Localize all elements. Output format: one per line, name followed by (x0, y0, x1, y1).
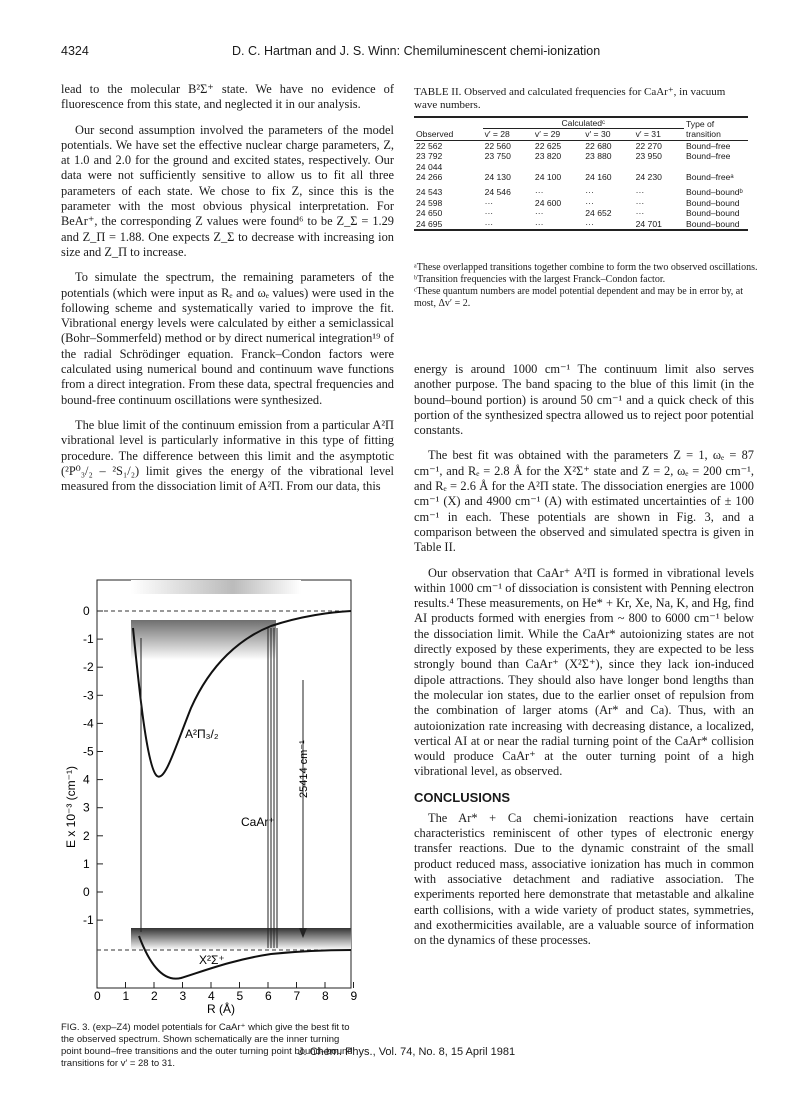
label-CaAr: CaAr⁺ (241, 815, 275, 829)
table-cell: 22 680 (583, 140, 633, 151)
table-cell: Bound–free (686, 151, 731, 162)
x-tick-labels (94, 982, 358, 1003)
table-cell: 24 230 (635, 172, 662, 183)
table-cell (483, 162, 533, 172)
running-title: D. C. Hartman and J. S. Winn: Chemiluminescent chemi-ionization (232, 44, 601, 58)
y-tick-label: -3 (83, 688, 94, 703)
table-row (414, 182, 748, 197)
right-paragraph-2: The best fit was obtained with the parameters Z = 1, ωₑ = 87 cm⁻¹, and Rₑ = 2.8 Å for the X²Σ⁺ state and Z = 2, ωₑ = 200 cm⁻¹, and Rₑ = 2.6 Å for the A²Π state. The dissociation energies are 1000 cm⁻¹ (X) and 4900 cm⁻¹ (A) with estimated uncertainties of ± 100 cm⁻¹ in each. These potentials are shown in Fig. 3, and a comparison between the observed and simulated spectra is given in Table II. (414, 448, 754, 555)
table-caption: TABLE II. Observed and calculated frequencies for CaAr⁺, in vacuum wave numbers. (414, 86, 726, 111)
table-cell (634, 162, 684, 172)
table-cell: ··· (585, 197, 594, 208)
left-paragraph-4: The blue limit of the continuum emission from a particular A²Π vibrational level is particularly informative in this type of fitting procedure. The difference between this limit and the asymptotic (²P⁰₃/₂ – ²S₁/₂) limit gives the energy of the vibrational level measured from the dissociation limit of A²Π. From our data, this (61, 417, 394, 494)
y-tick-label: 0 (83, 604, 90, 618)
label-X-state: X²Σ⁺ (199, 953, 225, 967)
table-cell: ··· (635, 208, 645, 219)
section-heading-conclusions: CONCLUSIONS (414, 789, 511, 805)
lower-shading (131, 928, 351, 950)
y-tick-label: -1 (83, 632, 94, 647)
frequency-table (414, 116, 748, 234)
table-cell: ··· (534, 187, 544, 198)
page-number: 4324 (61, 44, 89, 58)
table-header-observed: Observed (416, 129, 454, 140)
table-cell (684, 162, 748, 172)
y-tick-label: 1 (83, 856, 90, 871)
y-tick-label: -5 (83, 744, 94, 759)
table-body (414, 140, 748, 234)
table-cell: ··· (484, 218, 494, 229)
table-cell: 23 820 (534, 151, 562, 162)
right-column (414, 362, 754, 958)
table-cell: Bound–bound (686, 197, 740, 208)
y-tick-label: 0 (83, 885, 90, 899)
table-cell: ··· (484, 208, 494, 219)
y-tick-label: 3 (83, 800, 90, 815)
table-cell: ··· (635, 197, 645, 208)
table-header-v28: v′ = 28 (483, 129, 533, 140)
y-tick-label: 2 (83, 828, 90, 843)
table-cell: 24 160 (585, 172, 612, 183)
top-shading (131, 580, 301, 594)
table-cell: ··· (534, 208, 544, 219)
table-note-a: ᵃThese overlapped transitions together combine to form the two observed oscillations. (414, 262, 758, 273)
table-cell: 24 598 (416, 197, 443, 208)
table-cell (533, 162, 583, 172)
left-paragraph-3: To simulate the spectrum, the remaining parameters of the potentials (which were input as Rₑ and ωₑ values) were used in the following scheme and systematically varied to improve the fit. Vibrational energy levels were calculated by either a semiclassical (Bohr–Sommerfeld) method or by direct numerical integration¹⁹ of the radial Schrödinger equation. Franck–Condon factors were calculated using numerical bound and continuum wave functions from a direct integration. From these data, spectral frequencies and bound-free continuum oscillations were synthesized. (61, 270, 394, 407)
table-cell: 23 750 (484, 151, 511, 162)
y-tick-label: -4 (83, 716, 94, 731)
table-cell: Bound–free (684, 140, 748, 151)
x-tick-label: 3 (179, 989, 187, 1003)
table-row (414, 208, 748, 218)
table-row (414, 198, 748, 208)
left-paragraph-2: Our second assumption involved the parameters of the model potentials. We have set the effective nuclear charge parameters, Z, at 1.0 and 2.0 for the ground and excited states, respectively. Our data were not sufficiently sensitive to allow us to fit all three parameters of each state. We chose to fix Z, since this is the parameter with the most obvious physical interpretation. For BeAr⁺, the corresponding Z values were found⁶ to be Z_Σ = 1.29 and Z_Π = 1.88. One expects Z_Σ to decrease with increasing ion size and Z_Π to increase. (61, 122, 394, 259)
table-cell: 22 562 (414, 140, 483, 151)
table-cell: 24 044 (416, 161, 443, 172)
table-note-b: ᵇTransition frequencies with the largest Franck–Condon factor. (414, 274, 666, 285)
x-axis-label: R (Å) (207, 1002, 235, 1016)
table-cell: 24 701 (635, 218, 662, 229)
figure-caption: FIG. 3. (exp–Z4) model potentials for CaAr⁺ which give the best fit to the observed spectrum. Shown schematically are the inner turning point bound–free transitions and the outer turning point bound–bound transitions for v′ = 28 to 31. (61, 1022, 353, 1069)
table-cell: 24 266 (416, 172, 443, 183)
table-cell: 24 695 (416, 218, 443, 229)
table-cell: Bound–freeᵃ (686, 172, 734, 183)
table-row (414, 219, 748, 230)
y-tick-labels (83, 604, 103, 927)
right-paragraph-1: energy is around 1000 cm⁻¹ The continuum limit also serves another purpose. The band spacing to the blue of this limit (in the bound–bound portion) is around 50 cm⁻¹ and a quick check of this portion of the synthesized spectra allowed us to reject poor potential constants. (414, 362, 754, 438)
x-tick-label: 5 (236, 989, 244, 1003)
table-cell: 23 950 (635, 151, 662, 162)
table-cell: Bound–bound (686, 208, 740, 219)
table-cell: ··· (635, 187, 645, 198)
table-cell: 24 650 (416, 208, 443, 219)
left-paragraph-1: lead to the molecular B²Σ⁺ state. We have no evidence of fluorescence from this state, and neglected it in our analysis. (61, 82, 394, 112)
table-row (414, 162, 748, 172)
table-header-v31: v′ = 31 (634, 129, 684, 140)
right-paragraph-3: Our observation that CaAr⁺ A²Π is formed in vibrational levels within 1000 cm⁻¹ of dissociation is consistent with Penning electron results.⁴ These measurements, on He* + Kr, Xe, Na, K, and Hg, find AI products formed with energies from ~ 800 to 6000 cm⁻¹ below the dissociation limit. While the CaAr* autoionizing states are not directly exposed by these experiments, they are expected to be less strongly bound than CaAr⁺ (X²Σ⁺), since they lack ion-induced dipole attractions. They should also have longer bond lengths than the molecular ion states, due to the earlier onset of repulsion from the combination of larger atoms (Ar* and Ca). Thus, with an autoionization rate increasing with decreasing distance, a localized, vertical AI at or near the radial turning point of the CaAr* collision would produce CaAr⁺ at the outer turning point of a high vibrational level, as observed. (414, 565, 754, 779)
upper-shading (131, 620, 276, 660)
y-tick-label: -1 (83, 913, 94, 928)
x-tick-label: 2 (151, 989, 158, 1003)
table-cell: 23 880 (585, 151, 612, 162)
table-row (414, 140, 748, 151)
x-tick-label: 7 (293, 989, 301, 1003)
table-cell: ··· (585, 187, 594, 198)
table-cell: 24 543 (416, 187, 443, 198)
table-header-calculated: Calculatedᶜ (561, 118, 606, 128)
table-cell: 23 792 (416, 151, 443, 162)
table-cell: 24 130 (484, 172, 511, 183)
table-row (414, 172, 748, 182)
label-A-state: A²Π₃/₂ (185, 727, 219, 741)
table-cell: 24 600 (534, 197, 562, 208)
x-tick-label: 6 (265, 989, 272, 1003)
table-cell: ··· (534, 218, 544, 229)
table-header-v29: v′ = 29 (533, 129, 583, 140)
table-cell: 24 652 (585, 208, 612, 219)
page-footer: J. Chem. Phys., Vol. 74, No. 8, 15 April 1981 (298, 1046, 516, 1058)
table-cell: 24 546 (484, 187, 511, 198)
label-gap: 25414 cm⁻¹ (298, 740, 310, 798)
right-paragraph-4: The Ar* + Ca chemi-ionization reactions have certain characteristics reminiscent of other types of electronic energy transfer reactions. Due to the dynamic constraint of the small product reduced mass, associative ionization has much in common with associative detachment and radiative association. The experiments reported here demonstrate that metastable and alkaline earth collisions, with a wide variety of product states, symmetries, and exothermicities available, are a valuable source of information on the dynamics of these processes. (414, 810, 754, 948)
table-cell: Bound–bound (686, 218, 740, 229)
left-column (61, 82, 394, 504)
table-cell: 24 100 (534, 172, 562, 183)
y-axis-label: E x 10⁻³ (cm⁻¹) (64, 765, 78, 848)
table-cell: 22 625 (533, 140, 583, 151)
x-tick-label: 8 (322, 989, 329, 1003)
x-tick-label: 9 (350, 989, 358, 1003)
y-tick-label: -2 (83, 660, 94, 675)
table-header-v30: v′ = 30 (583, 129, 633, 140)
table-row (414, 151, 748, 161)
x-tick-label: 1 (122, 989, 130, 1003)
table-bottom-rule (414, 230, 748, 234)
table-notes (414, 262, 759, 310)
y-tick-label: 4 (83, 772, 90, 787)
table-cell (583, 162, 633, 172)
potential-curves-figure (61, 568, 361, 1018)
table-cell: Bound–boundᵇ (686, 187, 743, 198)
table-cell: 22 560 (483, 140, 533, 151)
table-note-c: ᶜThese quantum numbers are model potential dependent and may be in error by, at most, Δv′ = 2. (414, 286, 744, 309)
x-tick-label: 0 (94, 989, 101, 1003)
table-cell: 22 270 (634, 140, 684, 151)
table-cell: ··· (585, 218, 594, 229)
table-header-type: Type of transition (686, 119, 721, 140)
table-cell: ··· (484, 197, 494, 208)
x-tick-label: 4 (208, 989, 215, 1003)
